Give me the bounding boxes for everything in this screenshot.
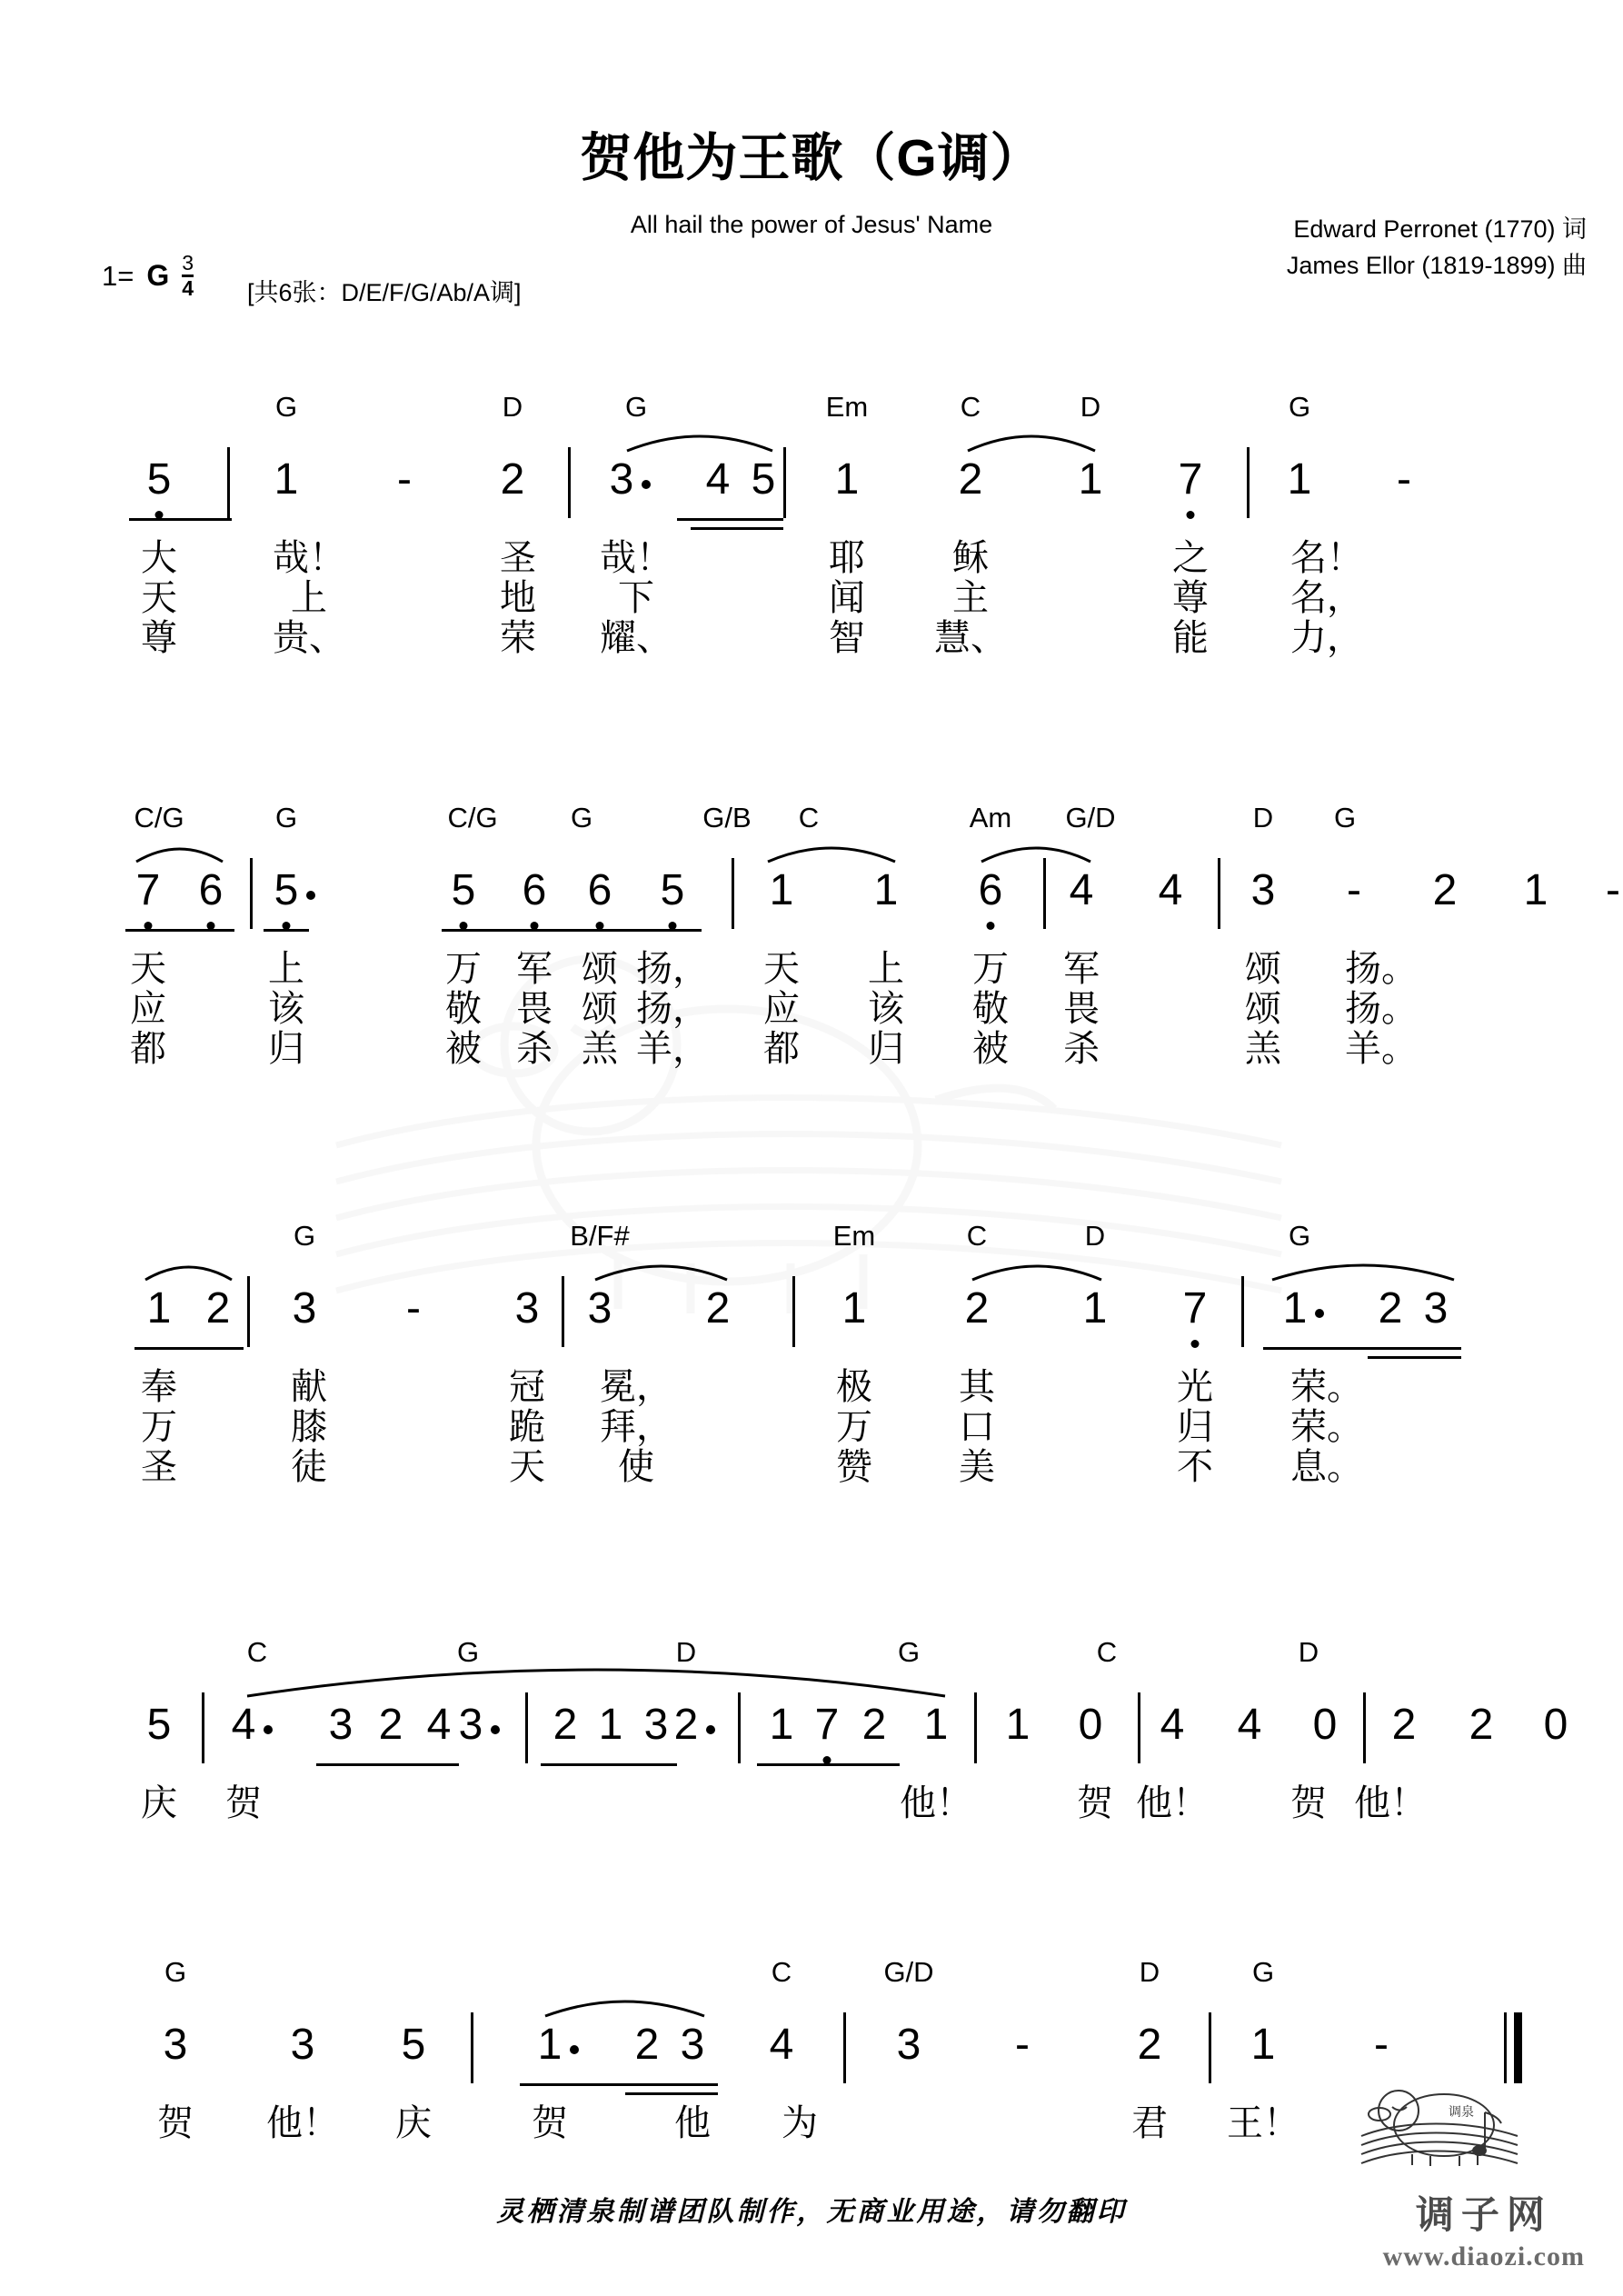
note-number: 2 [1469, 1701, 1494, 1749]
note-number: 2 [205, 1284, 231, 1333]
note-number: 6 [587, 866, 612, 914]
note-number: 7 [1178, 455, 1203, 504]
note-number: 2 [500, 455, 525, 504]
beam-underline [757, 1763, 900, 1766]
note-number: 3 [643, 1701, 669, 1749]
lyric-syllable: 他！ [1354, 1783, 1427, 1823]
lyric-syllable: 万 [445, 949, 482, 989]
augmentation-dot [306, 891, 315, 900]
lyric-syllable: 万 [972, 949, 1009, 989]
lyric-syllable: 徒 [291, 1447, 327, 1487]
note-number: 6 [522, 866, 547, 914]
low-octave-dot [1191, 1340, 1200, 1348]
bar-line [568, 447, 571, 518]
note-number: 1 [1287, 455, 1312, 504]
lyric-syllable: 他！ [1136, 1783, 1209, 1823]
lyric-syllable: 敬 [445, 989, 482, 1029]
chord-symbol: C [798, 802, 820, 834]
note-number: 2 [553, 1701, 578, 1749]
lyric-syllable: 冠 [509, 1367, 545, 1407]
key-letter: G [146, 259, 170, 292]
footer-credit: 灵栖清泉制谱团队制作，无商业用途，请勿翻印 [496, 2196, 1127, 2228]
bar-line [783, 447, 786, 518]
chord-symbol: D [1084, 1220, 1106, 1252]
lyric-syllable: 该 [868, 989, 904, 1029]
lyric-syllable: 应 [130, 989, 166, 1029]
note-number: 4 [1237, 1701, 1262, 1749]
lyric-syllable: 庆 [141, 1783, 177, 1823]
note-number: 3 [1250, 866, 1276, 914]
lyric-syllable: 应 [763, 989, 800, 1029]
note-number: 2 [964, 1284, 990, 1333]
lyric-syllable: 贺 [1077, 1783, 1113, 1823]
beam-underline [316, 1763, 459, 1766]
chord-symbol: G/D [1065, 802, 1116, 834]
lyricist-credit: Edward Perronet (1770) 词 [1293, 215, 1587, 243]
note-number: 2 [673, 1701, 699, 1749]
note-number: 3 [680, 2021, 705, 2069]
brand-name: 调子网 [1415, 2193, 1552, 2236]
lyric-syllable: 羔 [1245, 1029, 1281, 1069]
note-number: 2 [378, 1701, 403, 1749]
note-number: 1 [274, 455, 299, 504]
beam-underline [1368, 1356, 1461, 1359]
lyric-syllable: 贺 [1290, 1783, 1327, 1823]
note-number: 1 [769, 866, 794, 914]
note-number: 7 [814, 1701, 840, 1749]
augmentation-dot [264, 1725, 273, 1734]
note-sustain-dash: - [397, 455, 412, 504]
chord-symbol: Em [825, 391, 869, 423]
bar-line [1138, 1692, 1140, 1763]
lyric-syllable: 哉！ [273, 538, 345, 578]
note-number: 6 [978, 866, 1003, 914]
lyric-syllable: 颂 [582, 989, 618, 1029]
lyric-syllable: 名！ [1290, 538, 1363, 578]
note-number: 4 [1069, 866, 1094, 914]
bar-line [738, 1692, 741, 1763]
lyric-syllable: 稣 [952, 538, 989, 578]
lyric-syllable: 被 [445, 1029, 482, 1069]
chord-symbol: G [897, 1636, 921, 1668]
lyric-syllable: 息。 [1290, 1447, 1363, 1487]
lyric-syllable: 君 [1131, 2103, 1168, 2143]
chord-symbol: G [1288, 1220, 1311, 1252]
lyric-syllable: 荣。 [1290, 1367, 1363, 1407]
lyric-syllable: 扬。 [1345, 989, 1418, 1029]
chord-symbol: Em [832, 1220, 876, 1252]
edition-note: [共6张：D/E/F/G/Ab/A调] [247, 279, 522, 306]
note-number: 4 [426, 1701, 452, 1749]
note-number: 5 [401, 2021, 426, 2069]
slur [136, 840, 223, 863]
note-number: 1 [537, 2021, 563, 2069]
lyric-syllable: 杀 [1063, 1029, 1100, 1069]
bar-line [1247, 447, 1250, 518]
time-sig-denominator: 4 [182, 276, 194, 300]
slur [768, 838, 895, 863]
chord-symbol: D [1298, 1636, 1319, 1668]
slur [981, 838, 1090, 863]
note-sustain-dash: - [1015, 2021, 1030, 2069]
lyric-syllable: 下 [618, 578, 654, 618]
lyric-syllable: 天 [130, 949, 166, 989]
bar-line [562, 1276, 564, 1347]
lyric-syllable: 极 [836, 1367, 872, 1407]
lyric-syllable: 哉！ [600, 538, 672, 578]
note-number: 1 [1082, 1284, 1108, 1333]
lyric-syllable: 贺 [532, 2103, 568, 2143]
bar-line [843, 2012, 846, 2083]
beam-underline [677, 518, 783, 521]
note-number: 5 [451, 866, 476, 914]
beam-underline [691, 527, 783, 530]
lyric-syllable: 智 [829, 618, 865, 658]
beam-underline [134, 1347, 244, 1350]
note-number: 7 [1182, 1284, 1208, 1333]
lamb-logo-icon [1358, 2089, 1521, 2187]
chord-symbol: G/D [883, 1956, 934, 1988]
lyric-syllable: 名， [1290, 578, 1363, 618]
note-number: 2 [705, 1284, 731, 1333]
bar-line [1363, 1692, 1366, 1763]
chord-symbol: C [960, 391, 981, 423]
lyric-syllable: 献 [291, 1367, 327, 1407]
lyric-syllable: 军 [1063, 949, 1100, 989]
lyric-syllable: 美 [959, 1447, 995, 1487]
bar-line [974, 1692, 977, 1763]
note-number: 1 [598, 1701, 623, 1749]
note-number: 1 [146, 1284, 172, 1333]
note-sustain-dash: - [1606, 866, 1620, 914]
chord-symbol: G [274, 391, 298, 423]
augmentation-dot [642, 480, 651, 489]
note-number: 5 [660, 866, 685, 914]
lyric-syllable: 该 [268, 989, 304, 1029]
lyric-syllable: 贺 [225, 1783, 262, 1823]
svg-text:调泉: 调泉 [1449, 2104, 1474, 2119]
lyric-syllable: 天 [763, 949, 800, 989]
lyric-syllable: 敬 [972, 989, 1009, 1029]
credits [1287, 211, 1587, 284]
note-number: 3 [292, 1284, 317, 1333]
note-number: 1 [769, 1701, 794, 1749]
lyric-syllable: 其 [959, 1367, 995, 1407]
chord-symbol: D [1252, 802, 1274, 834]
note-number: 3 [896, 2021, 921, 2069]
lyric-syllable: 上 [291, 578, 327, 618]
beam-underline [1263, 1347, 1461, 1350]
bar-line [732, 858, 734, 929]
note-number: 2 [1432, 866, 1458, 914]
lyric-syllable: 荣 [500, 618, 536, 658]
note-number: 5 [146, 455, 172, 504]
note-sustain-dash: - [1397, 455, 1411, 504]
note-number: 1 [1523, 866, 1548, 914]
lyric-syllable: 圣 [500, 538, 536, 578]
chord-symbol: G [164, 1956, 187, 1988]
note-number: 2 [1391, 1701, 1417, 1749]
lyric-syllable: 颂 [582, 949, 618, 989]
chord-symbol: C [966, 1220, 988, 1252]
augmentation-dot [706, 1725, 715, 1734]
bar-line [471, 2012, 473, 2083]
lyric-syllable: 天 [509, 1447, 545, 1487]
chord-symbol: B/F# [570, 1220, 630, 1252]
note-number: 0 [1543, 1701, 1568, 1749]
note-number: 1 [1282, 1284, 1308, 1333]
slur [968, 425, 1095, 453]
lyric-syllable: 军 [516, 949, 553, 989]
lyric-syllable: 羔 [582, 1029, 618, 1069]
chord-symbol: G/B [702, 802, 752, 834]
note-number: 2 [861, 1701, 887, 1749]
note-number: 5 [146, 1701, 172, 1749]
lyric-syllable: 庆 [395, 2103, 432, 2143]
note-number: 2 [1378, 1284, 1403, 1333]
note-number: 4 [1158, 866, 1183, 914]
lyric-syllable: 贺 [157, 2103, 194, 2143]
chord-symbol: G [1288, 391, 1311, 423]
lyric-syllable: 耀、 [600, 618, 672, 658]
note-number: 1 [841, 1284, 867, 1333]
note-number: 1 [834, 455, 860, 504]
low-octave-dot [987, 922, 995, 930]
note-number: 0 [1078, 1701, 1103, 1749]
note-number: 5 [274, 866, 299, 914]
note-number: 4 [705, 455, 731, 504]
brand-block [1383, 2185, 1585, 2272]
lyric-syllable: 能 [1172, 618, 1209, 658]
page-title: 贺他为王歌（G调） [580, 129, 1043, 187]
key-prefix: 1= [102, 259, 134, 292]
chord-symbol: C [246, 1636, 268, 1668]
note-number: 3 [163, 2021, 188, 2069]
lyric-syllable: 闻 [829, 578, 865, 618]
lyric-syllable: 畏 [1063, 989, 1100, 1029]
chord-symbol: G [570, 802, 593, 834]
lyric-syllable: 大 [141, 538, 177, 578]
key-signature [102, 253, 194, 299]
beam-underline [264, 929, 309, 932]
note-number: 2 [1137, 2021, 1162, 2069]
beam-underline [442, 929, 702, 932]
lyric-syllable: 他！ [900, 1783, 972, 1823]
note-number: 2 [634, 2021, 660, 2069]
lyric-syllable: 他 [674, 2103, 711, 2143]
lyric-syllable: 颂 [1245, 989, 1281, 1029]
lyric-syllable: 都 [130, 1029, 166, 1069]
note-number: 7 [135, 866, 161, 914]
lyric-syllable: 上 [268, 949, 304, 989]
note-number: 1 [1078, 455, 1103, 504]
note-number: 1 [1250, 2021, 1276, 2069]
note-number: 3 [458, 1701, 483, 1749]
slur [545, 1991, 704, 2018]
bar-line [250, 858, 253, 929]
lyric-syllable: 尊 [1172, 578, 1209, 618]
chord-symbol: C [771, 1956, 792, 1988]
note-number: 3 [1423, 1284, 1449, 1333]
lyric-syllable: 王！ [1227, 2103, 1299, 2143]
lyric-syllable: 口 [959, 1407, 995, 1447]
lyric-syllable: 被 [972, 1029, 1009, 1069]
lyric-syllable: 扬， [636, 989, 709, 1029]
note-number: 3 [587, 1284, 612, 1333]
beam-underline [541, 1763, 677, 1766]
slur [145, 1258, 232, 1282]
bar-line [1209, 2012, 1211, 2083]
lyric-syllable: 贵、 [273, 618, 345, 658]
augmentation-dot [491, 1725, 500, 1734]
chord-symbol: C [1096, 1636, 1118, 1668]
brand-url: www.diaozi.com [1382, 2241, 1585, 2271]
note-number: 3 [290, 2021, 315, 2069]
lyric-syllable: 光 [1177, 1367, 1213, 1407]
lyric-syllable: 拜， [600, 1407, 672, 1447]
lyric-syllable: 不 [1177, 1447, 1213, 1487]
beam-underline [520, 2083, 718, 2086]
lyric-syllable: 之 [1172, 538, 1209, 578]
chord-symbol: D [1139, 1956, 1160, 1988]
lyric-syllable: 膝 [291, 1407, 327, 1447]
note-number: 1 [923, 1701, 949, 1749]
note-number: 5 [751, 455, 776, 504]
note-number: 0 [1312, 1701, 1338, 1749]
chord-symbol: D [502, 391, 523, 423]
chord-symbol: G [456, 1636, 480, 1668]
bar-line [202, 1692, 204, 1763]
slur [247, 1647, 945, 1698]
bar-line [525, 1692, 528, 1763]
lyric-syllable: 他！ [266, 2103, 339, 2143]
slur [972, 1256, 1101, 1282]
bar-line [227, 447, 230, 518]
chord-symbol: G [274, 802, 298, 834]
lyric-syllable: 冕， [600, 1367, 672, 1407]
chord-symbol: D [1080, 391, 1101, 423]
note-number: 1 [873, 866, 899, 914]
page-subtitle: All hail the power of Jesus' Name [630, 211, 993, 238]
lyric-syllable: 扬， [636, 949, 709, 989]
chord-symbol: G [1251, 1956, 1275, 1988]
lyric-syllable: 尊 [141, 618, 177, 658]
lyric-syllable: 万 [141, 1407, 177, 1447]
lyric-syllable: 跪 [509, 1407, 545, 1447]
lyric-syllable: 为 [782, 2103, 818, 2143]
chord-symbol: Am [969, 802, 1012, 834]
chord-symbol: G [1333, 802, 1357, 834]
lyric-syllable: 主 [952, 578, 989, 618]
note-number: 1 [1005, 1701, 1031, 1749]
note-sustain-dash: - [1347, 866, 1361, 914]
lyric-syllable: 使 [618, 1447, 654, 1487]
beam-underline [129, 518, 232, 521]
lyric-syllable: 天 [141, 578, 177, 618]
note-sustain-dash: - [1374, 2021, 1389, 2069]
low-octave-dot [1187, 511, 1195, 519]
lyric-syllable: 地 [500, 578, 536, 618]
note-number: 4 [231, 1701, 256, 1749]
slur [595, 1256, 727, 1282]
bar-line [1043, 858, 1046, 929]
lyric-syllable: 归 [868, 1029, 904, 1069]
slur [627, 425, 772, 453]
lyric-syllable: 力， [1290, 618, 1363, 658]
note-number: 4 [1160, 1701, 1185, 1749]
lyric-syllable: 万 [836, 1407, 872, 1447]
lyric-syllable: 扬。 [1345, 949, 1418, 989]
note-number: 3 [514, 1284, 540, 1333]
chord-symbol: G [293, 1220, 316, 1252]
lyric-syllable: 荣。 [1290, 1407, 1363, 1447]
lyric-syllable: 杀 [516, 1029, 553, 1069]
note-number: 3 [609, 455, 634, 504]
lyric-syllable: 圣 [141, 1447, 177, 1487]
bar-line [247, 1276, 250, 1347]
note-number: 3 [328, 1701, 353, 1749]
chord-symbol: C/G [447, 802, 498, 834]
chord-symbol: G [624, 391, 648, 423]
lyric-syllable: 羊， [636, 1029, 709, 1069]
composer-credit: James Ellor (1819-1899) 曲 [1286, 252, 1587, 279]
note-number: 2 [958, 455, 983, 504]
note-number: 6 [198, 866, 224, 914]
lyric-syllable: 奉 [141, 1367, 177, 1407]
augmentation-dot [570, 2045, 579, 2054]
bar-line [1218, 858, 1220, 929]
time-sig-numerator: 3 [182, 251, 194, 275]
lyric-syllable: 颂 [1245, 949, 1281, 989]
lyric-syllable: 耶 [829, 538, 865, 578]
chord-symbol: D [675, 1636, 697, 1668]
chord-symbol: C/G [134, 802, 184, 834]
augmentation-dot [1315, 1309, 1324, 1318]
slur [1272, 1254, 1454, 1282]
lyric-syllable: 畏 [516, 989, 553, 1029]
lyric-syllable: 归 [1177, 1407, 1213, 1447]
lyric-syllable: 归 [268, 1029, 304, 1069]
note-number: 4 [769, 2021, 794, 2069]
time-signature [182, 253, 194, 299]
lyric-syllable: 上 [868, 949, 904, 989]
lyric-syllable: 赞 [836, 1447, 872, 1487]
lyric-syllable: 都 [763, 1029, 800, 1069]
bar-line [792, 1276, 795, 1347]
lyric-syllable: 羊。 [1345, 1029, 1418, 1069]
lyric-syllable: 慧、 [934, 618, 1007, 658]
beam-underline [125, 929, 234, 932]
note-sustain-dash: - [406, 1284, 421, 1333]
bar-line [1241, 1276, 1244, 1347]
